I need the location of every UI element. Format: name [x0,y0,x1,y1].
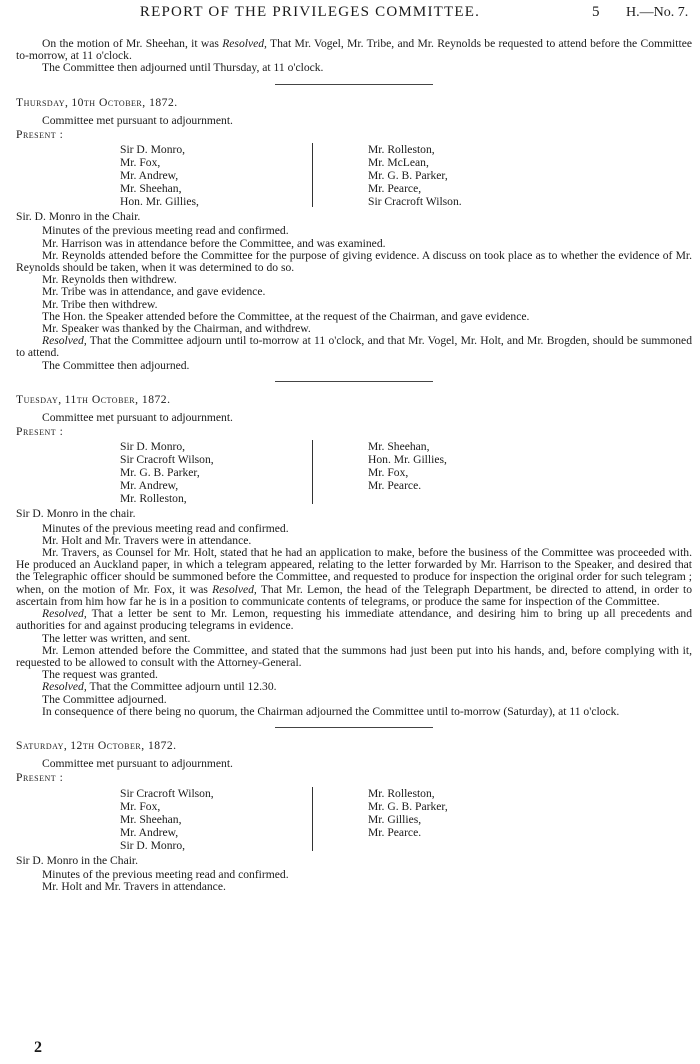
member-name: Sir Cracroft Wilson, [120,786,214,800]
paragraph-text: Mr. Travers, as Counsel for Mr. Holt, stated that he had an application to make, before the business of the Committee was proceeded with. He produced an Auckland paper, in which a telegram appeared, relating to the letter forwarded by Mr. Harrison to the Speaker, and desired that the Telegraphic officer should be summoned before the Committee, and requested to produce for inspection the original order for such telegram ; when, on the motion of Mr. Fox, it was [16,546,692,596]
running-header [0,6,700,26]
minutes-paragraph: Minutes of the previous meeting read and confirmed. [42,867,289,881]
resolution-text: That the Committee adjourn until 12.30. [86,680,277,694]
attendance-list [16,787,692,853]
minutes-paragraph: Mr. Speaker was thanked by the Chairman, and withdrew. [42,322,311,336]
member-name: Mr. Fox, [120,799,161,813]
attendance-right-column [368,143,462,208]
member-name: Mr. Gillies, [368,812,422,826]
minutes-paragraph: Mr. Harrison was in attendance before the Committee, and was examined. [42,236,386,250]
member-name: Mr. Andrew, [120,479,179,493]
resolution-text: That the Committee adjourn until to-morrow at 11 o'clock, and that Mr. Vogel, Mr. Holt, and Mr. Brogden, should be summoned to attend. [16,334,692,360]
member-name: Sir D. Monro, [120,143,186,157]
column-divider [312,440,313,504]
document-body [16,38,692,893]
attendance-list [16,440,692,506]
resolved-word: Resolved, [42,334,87,348]
column-divider [312,787,313,851]
resolved-word: Resolved, [42,607,87,621]
member-name: Hon. Mr. Gillies, [368,453,447,467]
member-name: Mr. Rolleston, [120,492,187,506]
chair-statement: Sir D. Monro in the Chair. [16,853,139,867]
chair-statement: Sir D. Monro in the chair. [16,507,136,521]
member-name: Mr. Sheehan, [120,182,182,196]
member-name: Mr. Andrew, [120,169,179,183]
signature-mark: 2 [34,1039,42,1056]
date-rest: 11th October, 1872. [64,392,171,406]
member-name: Mr. G. B. Parker, [368,799,448,813]
meeting-opening: Committee met pursuant to adjournment. [42,411,233,425]
counsel-application-paragraph [16,547,692,608]
member-name: Mr. G. B. Parker, [368,169,448,183]
minutes-paragraph: Mr. Lemon attended before the Committee, and stated that the summons had just been put into his hands, and, before complying with it, requested to be allowed to consult with the Attorney-General. [16,643,692,669]
attendance-right-column [368,787,448,839]
paragraph-text-cont: That Mr. Lemon, the head of the Telegraph Department, be directed to attend, in order to ascertain from him how far he is in a position to communicate contents of telegrams, or produce the same for inspection of the Committee. [16,582,692,608]
date-rest: 10th October, 1872. [71,95,178,109]
resolution-paragraph [16,335,692,359]
minutes-paragraph: In consequence of there being no quorum, the Chairman adjourned the Committee until to-morrow (Saturday), at 11 o'clock. [42,704,620,718]
page-number: 5 [592,4,600,20]
member-name: Mr. Rolleston, [368,786,435,800]
resolution-text: That a letter be sent to Mr. Lemon, requesting his immediate attendance, and desiring him to bring up all precedents and authorities for and against producing telegrams in evidence. [16,607,692,633]
intro-text-cont: That Mr. Vogel, Mr. Tribe, and Mr. Reynolds be requested to attend before the Committee to-morrow, at 11 o'clock. [16,37,692,63]
resolution-paragraph [16,681,692,693]
minutes-paragraph: The Hon. the Speaker attended before the Committee, at the request of the Chairman, and gave evidence. [42,309,530,323]
member-name: Mr. Andrew, [120,825,179,839]
member-name: Mr. Fox, [120,156,161,170]
member-name: Sir D. Monro, [120,838,186,852]
intro-text: On the motion of Mr. Sheehan, it was [42,37,223,50]
meeting-date [16,97,692,109]
attendance-left-column [120,440,214,505]
member-name: Mr. Sheehan, [120,812,182,826]
member-name: Sir Cracroft Wilson, [120,453,214,467]
present-label: Present : [16,771,64,785]
minutes-paragraph: Mr. Holt and Mr. Travers were in attendance. [42,533,252,547]
intro-paragraph [16,38,692,62]
present-label: Present : [16,128,64,142]
resolved-word: Resolved, [212,582,257,596]
attendance-right-column [368,440,447,492]
present-label: Present : [16,425,64,439]
section-divider [275,727,433,728]
column-divider [312,143,313,207]
minutes-paragraph: The Committee adjourned. [42,692,167,706]
member-name: Mr. Sheehan, [368,440,430,454]
minutes-paragraph: The Committee then adjourned. [42,358,190,372]
attendance-left-column [120,143,199,208]
member-name: Mr. Pearce. [368,825,422,839]
chair-statement: Sir. D. Monro in the Chair. [16,210,141,224]
member-name: Mr. McLean, [368,156,429,170]
member-name: Mr. Fox, [368,466,409,480]
member-name: Mr. Rolleston, [368,143,435,157]
minutes-paragraph: Minutes of the previous meeting read and confirmed. [42,521,289,535]
document-reference: H.—No. 7. [626,5,689,20]
member-name: Hon. Mr. Gillies, [120,195,199,209]
meeting-opening: Committee met pursuant to adjournment. [42,113,233,127]
resolved-word: Resolved, [42,680,87,694]
minutes-paragraph: The request was granted. [42,668,158,682]
member-name: Sir D. Monro, [120,440,186,454]
date-day: Saturday, [16,738,68,752]
attendance-list [16,143,692,209]
minutes-paragraph: The letter was written, and sent. [42,631,191,645]
date-rest: 12th October, 1872. [70,738,177,752]
minutes-paragraph: Mr. Holt and Mr. Travers in attendance. [42,879,226,893]
member-name: Mr. G. B. Parker, [120,466,200,480]
resolution-paragraph [16,608,692,632]
member-name: Sir Cracroft Wilson. [368,195,462,209]
meeting-opening: Committee met pursuant to adjournment. [42,757,233,771]
minutes-paragraph: Mr. Tribe then withdrew. [42,297,158,311]
section-divider [275,381,433,382]
minutes-paragraph: Mr. Reynolds then withdrew. [42,273,177,287]
meeting-date [16,394,692,406]
date-day: Thursday, [16,95,69,109]
minutes-paragraph: Minutes of the previous meeting read and confirmed. [42,224,289,238]
member-name: Mr. Pearce. [368,479,422,493]
report-title: REPORT OF THE PRIVILEGES COMMITTEE. [139,4,481,20]
date-day: Tuesday, [16,392,62,406]
section-divider [275,84,433,85]
attendance-left-column [120,787,214,852]
minutes-paragraph: Mr. Reynolds attended before the Committee for the purpose of giving evidence. A discuss on took place as to whether the evidence of Mr. Reynolds should be taken, when it was determined to do so. [16,248,692,275]
resolved-word: Resolved, [222,37,267,50]
member-name: Mr. Pearce, [368,182,422,196]
minutes-paragraph: Mr. Tribe was in attendance, and gave evidence. [42,285,266,299]
meeting-date [16,740,692,752]
intro-adjourn: The Committee then adjourned until Thursday, at 11 o'clock. [42,61,324,75]
